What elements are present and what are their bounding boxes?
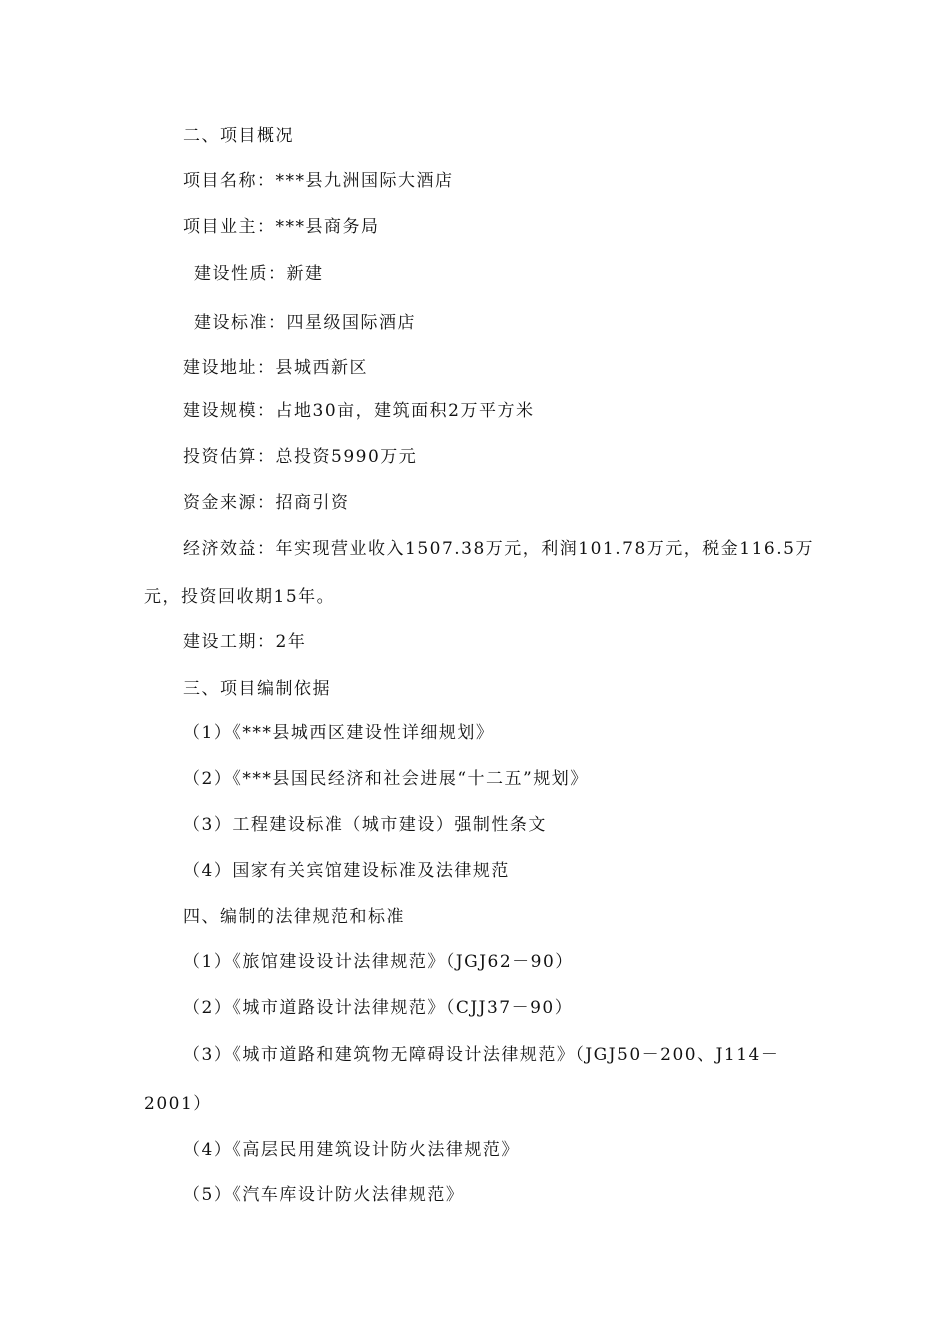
basis-item: （3）工程建设标准（城市建设）强制性条文 — [183, 815, 547, 835]
fund-source: 资金来源：招商引资 — [183, 493, 350, 513]
project-name: 项目名称：***县九洲国际大酒店 — [183, 171, 454, 191]
standard-item: （3）《城市道路和建筑物无障碍设计法律规范》（JGJ50－200、J114－ — [183, 1045, 780, 1065]
construction-period: 建设工期：2年 — [183, 632, 307, 652]
section-2-title: 二、项目概况 — [183, 126, 294, 146]
section-4-title: 四、编制的法律规范和标准 — [183, 907, 405, 927]
economic-benefit-line-1: 经济效益：年实现营业收入1507.38万元，利润101.78万元，税金116.5万 — [183, 539, 814, 559]
standard-item: （4）《高层民用建筑设计防火法律规范》 — [183, 1140, 520, 1160]
basis-item: （1）《***县城西区建设性详细规划》 — [183, 723, 495, 743]
construction-site: 建设地址：县城西新区 — [183, 358, 368, 378]
section-3-title: 三、项目编制依据 — [183, 679, 331, 699]
standard-item: （1）《旅馆建设设计法律规范》（JGJ62－90） — [183, 952, 574, 972]
economic-benefit-line-2: 元，投资回收期15年。 — [144, 587, 336, 607]
basis-item: （4）国家有关宾馆建设标准及法律规范 — [183, 861, 510, 881]
standard-item: （2）《城市道路设计法律规范》（CJJ37－90） — [183, 998, 574, 1018]
basis-item: （2）《***县国民经济和社会进展“十二五”规划》 — [183, 769, 589, 789]
project-owner: 项目业主：***县商务局 — [183, 217, 380, 237]
investment-estimate: 投资估算：总投资5990万元 — [183, 447, 418, 467]
construction-scale: 建设规模：占地30亩，建筑面积2万平方米 — [183, 401, 535, 421]
construction-standard: 建设标准：四星级国际酒店 — [194, 313, 416, 333]
standard-item-continuation: 2001） — [144, 1094, 212, 1114]
construction-nature: 建设性质：新建 — [194, 264, 324, 284]
standard-item: （5）《汽车库设计防火法律规范》 — [183, 1185, 465, 1205]
